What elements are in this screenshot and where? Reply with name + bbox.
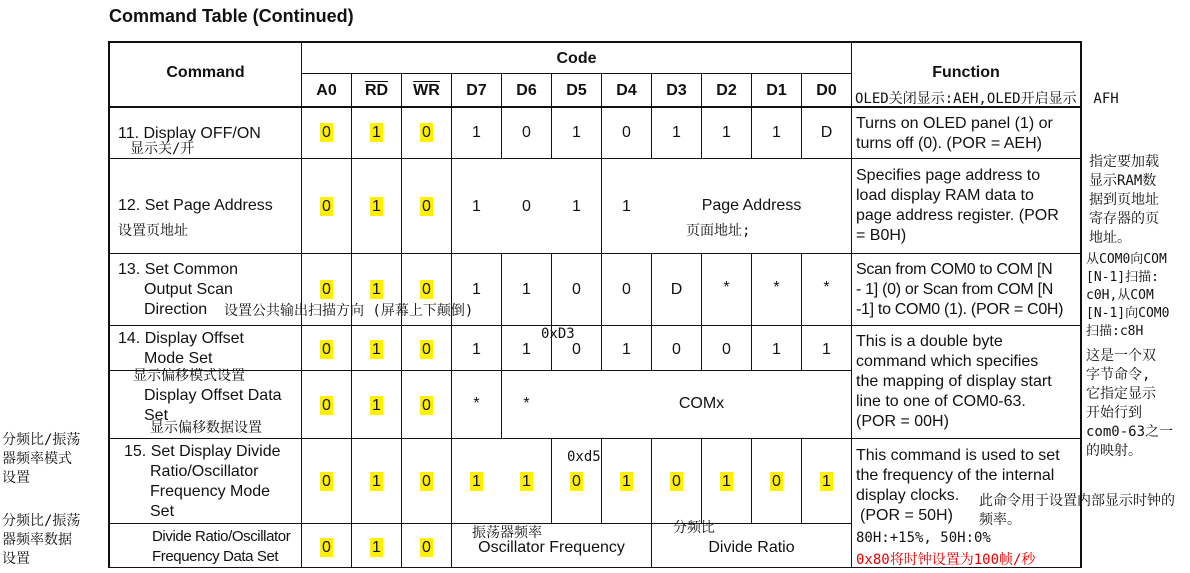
hex-code: 0xD3 [541, 326, 575, 342]
bit-d4: 0 [622, 124, 631, 141]
bit-d6: 0 [522, 124, 531, 141]
bit-d7: 1 [472, 124, 481, 141]
bit-d7: 1 [472, 473, 481, 490]
hex-code: 0xd5 [567, 449, 601, 465]
bit-d7: 1 [472, 281, 481, 298]
bit-rd: 1 [372, 281, 381, 298]
command-label: 11. Display OFF/ON [118, 125, 261, 142]
comx-label: COMx [678, 395, 725, 412]
bit-d0: 1 [822, 473, 831, 490]
header-d4: D4 [616, 82, 637, 99]
bit-d1: 1 [772, 124, 781, 141]
function-note-red: 0x80将时钟设置为100帧/秒 [856, 552, 1036, 568]
header-rd: $\overline{RD}$ [364, 82, 389, 99]
bit-d4: 1 [622, 341, 631, 358]
bit-d2: 0 [722, 341, 731, 358]
bit-d1: 0 [772, 473, 781, 490]
command-label: 12. Set Page Address [118, 197, 273, 214]
header-d2: D2 [716, 82, 737, 99]
bit-d2: * [723, 279, 730, 296]
bit-d3: 1 [672, 124, 681, 141]
function-text: Turns on OLED panel (1) or turns off (0). (POR = AEH) [856, 115, 1053, 152]
bit-d1: 1 [772, 341, 781, 358]
bit-d6: * [523, 395, 530, 412]
bit-d5: 0 [572, 341, 581, 358]
right-note-offset: 这是一个双 字节命令, 它指定显示 开始行到 com0-63之一 的映射。 [1086, 348, 1174, 459]
bit-wr: 0 [422, 341, 431, 358]
header-code: Code [556, 50, 597, 67]
command-label: 13. Set Common Output Scan Direction [118, 261, 239, 318]
bit-rd: 1 [372, 539, 381, 556]
bit-d4: 0 [622, 281, 631, 298]
header-d0: D0 [816, 82, 837, 99]
bit-d5: 1 [572, 124, 581, 141]
header-d6: D6 [516, 82, 537, 99]
bit-d5: 0 [572, 281, 581, 298]
page-title: Command Table (Continued) [109, 6, 354, 26]
function-text: Specifies page address to load display RAM data to page address register. (POR = B0H) [856, 167, 1059, 244]
bit-d0: 1 [822, 341, 831, 358]
page-address-note: 页面地址; [686, 223, 751, 239]
command-note: 设置公共输出扫描方向 (屏幕上下颠倒) [224, 303, 474, 319]
header-d5: D5 [566, 82, 587, 99]
bit-d4: 1 [622, 473, 631, 490]
command-label: Divide Ratio/Oscillator Frequency Data Set [152, 528, 291, 565]
divide-note: 分频比 [673, 520, 715, 536]
function-note: 80H:+15%, 50H:0% [856, 530, 991, 546]
header-d1: D1 [766, 82, 787, 99]
command-note: 显示偏移模式设置 [133, 368, 245, 384]
header-a0: A0 [316, 82, 337, 99]
command-note: 显示关/开 [130, 141, 195, 157]
header-command: Command [166, 64, 245, 81]
bit-a0: 0 [322, 124, 331, 141]
bit-a0: 0 [322, 341, 331, 358]
bit-wr: 0 [422, 397, 431, 414]
bit-d0: * [823, 279, 830, 296]
bit-wr: 0 [422, 281, 431, 298]
right-note-scan: 从COM0向COM [N-1]扫描: c0H,从COM [N-1]向COM0 扫描:c8H [1086, 252, 1170, 339]
function-note: 此命令用于设置内部显示时钟的频率。 [979, 493, 1175, 528]
bit-d0: D [820, 124, 833, 141]
bit-d3: D [670, 281, 683, 298]
bit-d3: 0 [672, 473, 681, 490]
right-note-page: 指定要加载 显示RAM数 据到页地址 寄存器的页 地址。 [1089, 154, 1159, 246]
bit-wr: 0 [422, 198, 431, 215]
bit-wr: 0 [422, 124, 431, 141]
function-text: Scan from COM0 to COM [N - 1] (0) or Scan from COM [N -1] to COM0 (1). (POR = C0H) [856, 261, 1064, 318]
bit-d5: 0 [572, 473, 581, 490]
divide-label: Divide Ratio [708, 539, 795, 556]
command-label: Display Offset Data Set [144, 387, 282, 424]
bit-a0: 0 [322, 198, 331, 215]
bit-d2: 1 [722, 124, 731, 141]
bit-d1: * [773, 279, 780, 296]
command-label: 14. Display Offset Mode Set [118, 330, 244, 367]
function-text: This is a double byte command which specifies the mapping of display start line to one of COM0-63. (POR = 00H) [856, 333, 1052, 430]
bit-rd: 1 [372, 124, 381, 141]
bit-rd: 1 [372, 473, 381, 490]
command-note: 设置页地址 [118, 223, 188, 239]
header-note: OLED关闭显示:AEH,OLED开启显示: AFH [855, 91, 1119, 107]
left-note: 分频比/振荡 器频率数据 设置 [2, 513, 81, 567]
bit-d7: 1 [472, 198, 481, 215]
bit-rd: 1 [372, 198, 381, 215]
bit-d6: 1 [522, 281, 531, 298]
bit-wr: 0 [422, 473, 431, 490]
command-note: 显示偏移数据设置 [150, 420, 262, 436]
function-text: This command is used to set the frequency of the internal display clocks. (POR = 50H) [856, 447, 1060, 524]
left-note: 分频比/振荡 器频率模式 设置 [2, 432, 81, 486]
bit-d6: 0 [522, 198, 531, 215]
bit-d7: * [473, 395, 480, 412]
bit-a0: 0 [322, 473, 331, 490]
bit-d5: 1 [572, 198, 581, 215]
bit-rd: 1 [372, 341, 381, 358]
header-d7: D7 [466, 82, 487, 99]
oscillator-note: 振荡器频率 [472, 525, 542, 541]
bit-d7: 1 [472, 341, 481, 358]
bit-a0: 0 [322, 397, 331, 414]
page-address-label: Page Address [701, 197, 802, 214]
bit-d2: 1 [722, 473, 731, 490]
bit-d4: 1 [622, 198, 631, 215]
bit-rd: 1 [372, 397, 381, 414]
bit-d6: 1 [522, 341, 531, 358]
bit-a0: 0 [322, 281, 331, 298]
bit-d3: 0 [672, 341, 681, 358]
bit-a0: 0 [322, 539, 331, 556]
oscillator-label: Oscillator Frequency [478, 539, 625, 556]
header-wr: $\overline{WR}$ [413, 82, 440, 99]
header-function: Function [932, 64, 1000, 81]
bit-wr: 0 [422, 539, 431, 556]
bit-d6: 1 [522, 473, 531, 490]
command-label: 15. Set Display Divide Ratio/Oscillator Frequency Mode Set [124, 443, 281, 520]
header-d3: D3 [666, 82, 687, 99]
